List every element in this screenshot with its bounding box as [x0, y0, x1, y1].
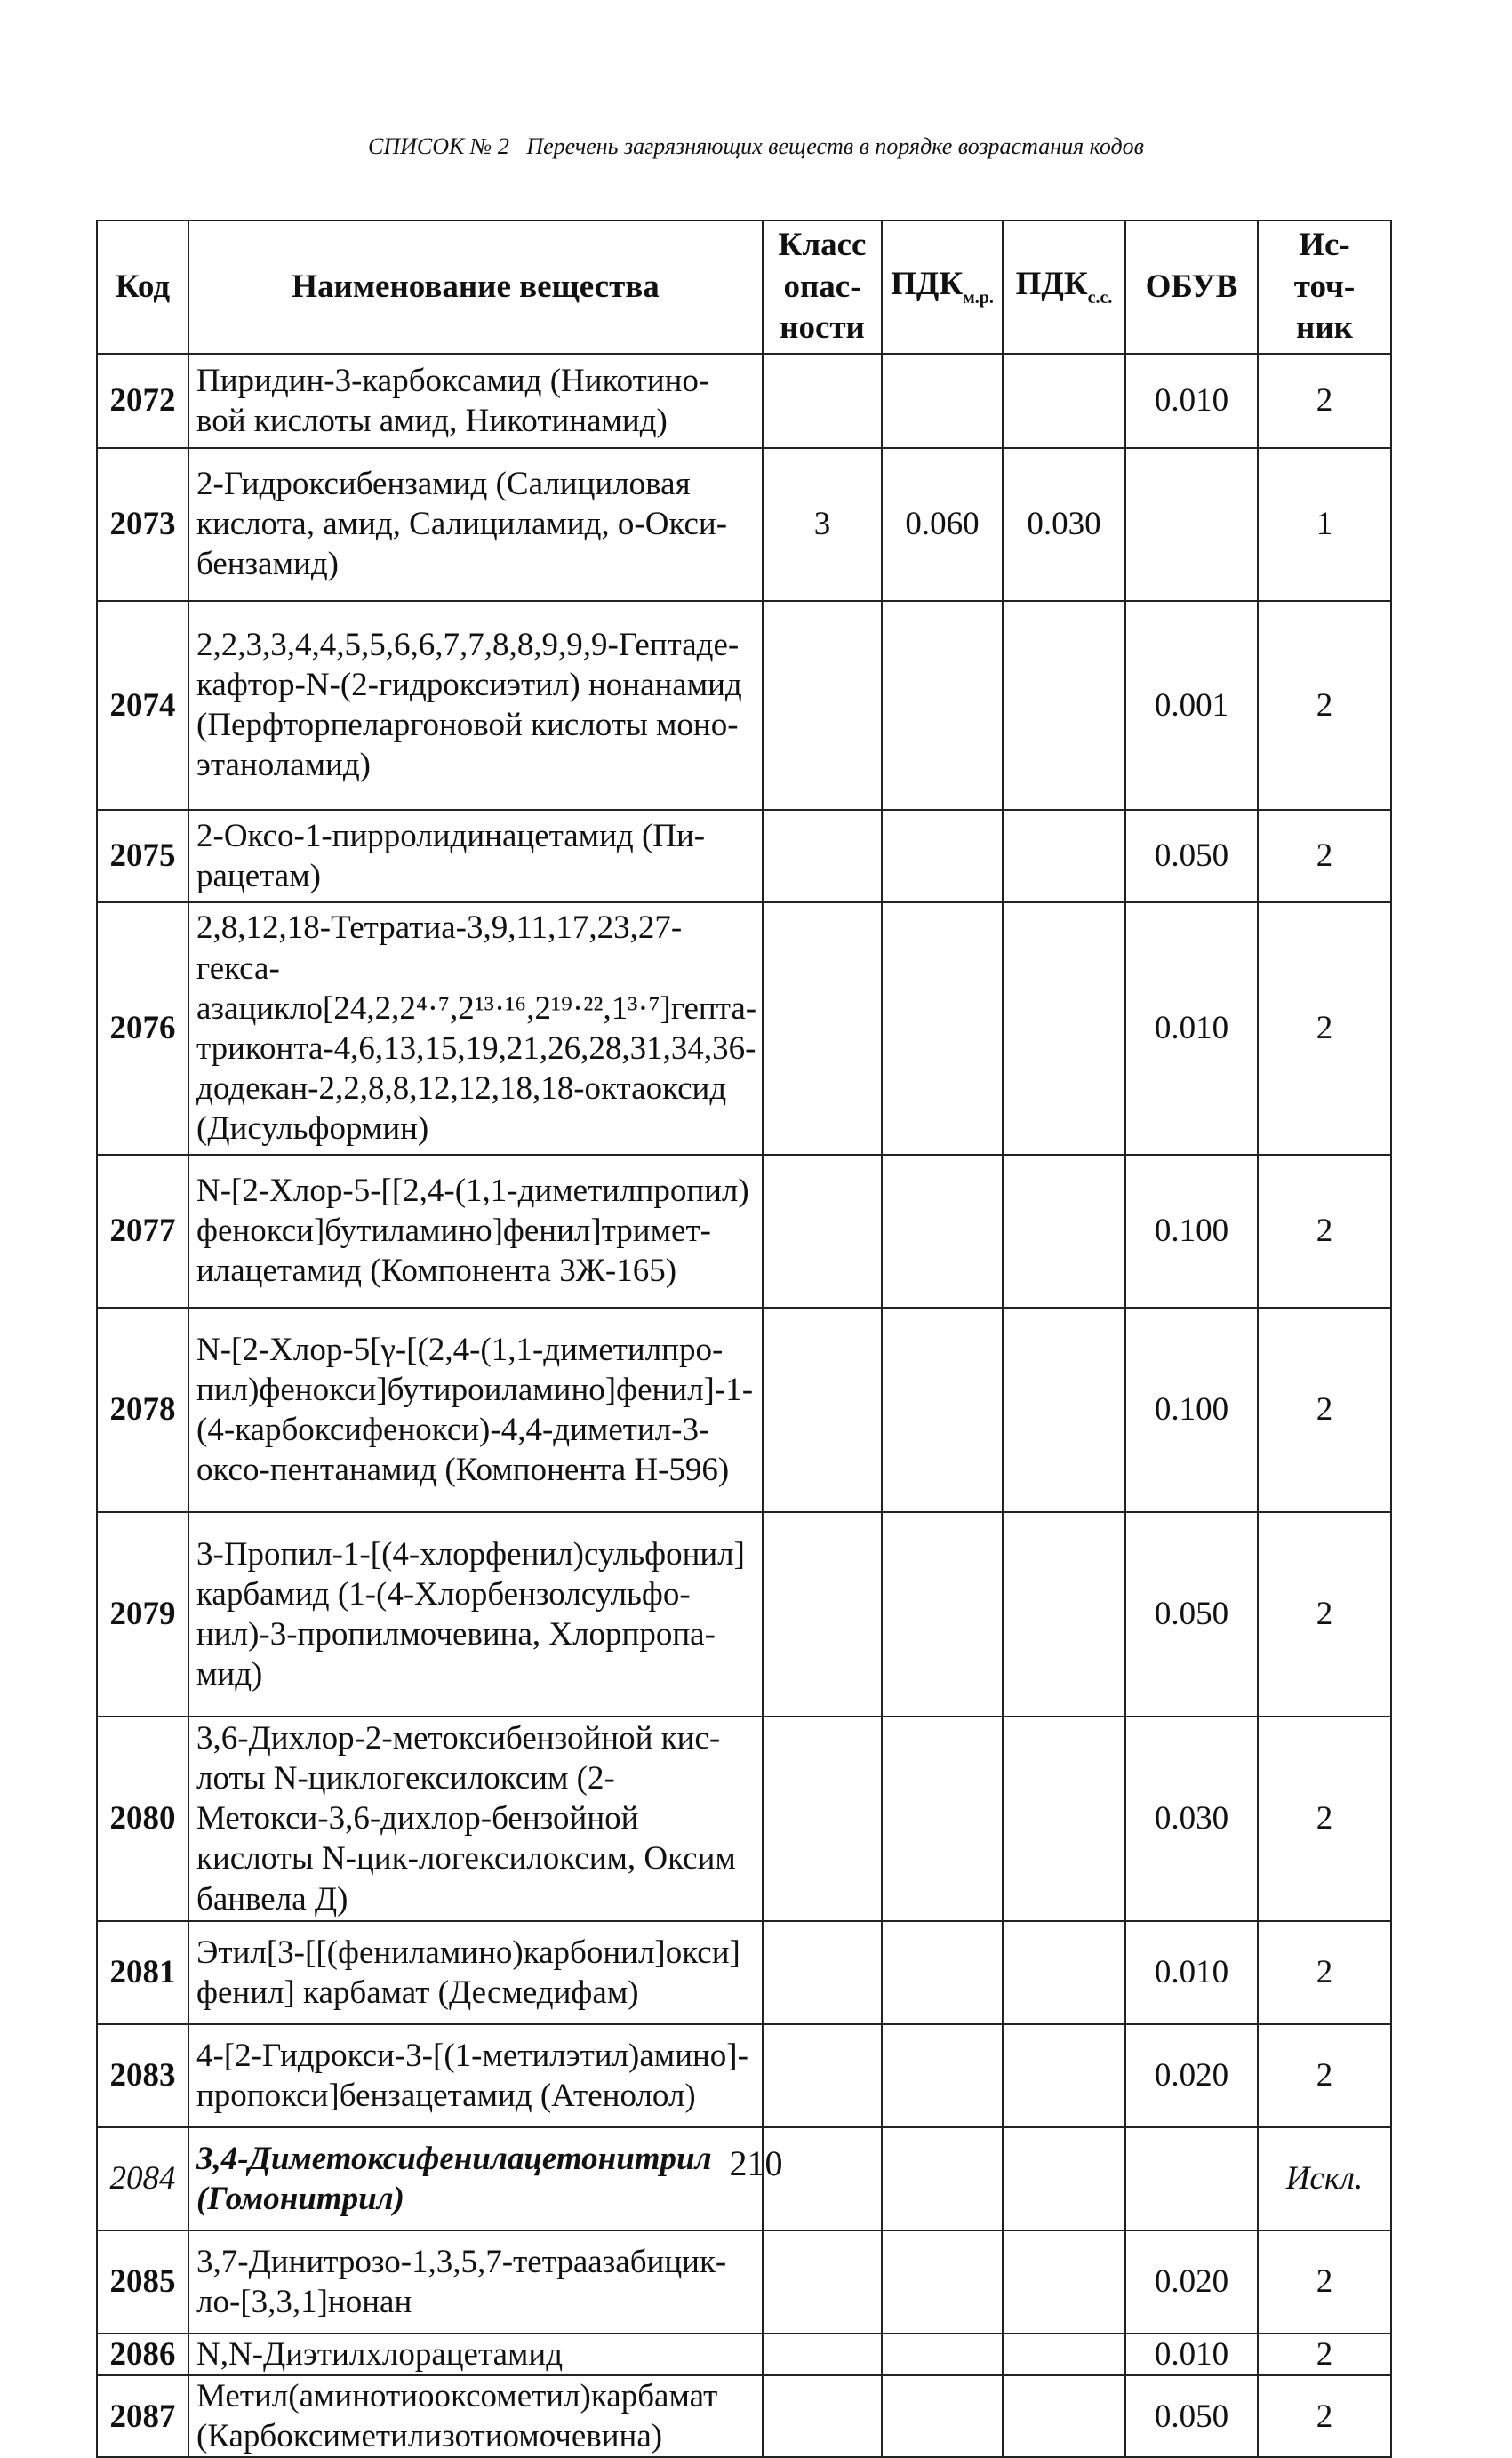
substance-name-cell: 3,4-Диметоксифенилацетонитрил (Гомонитрил)	[188, 2127, 763, 2230]
table-row	[97, 1512, 1391, 1717]
source-cell: 2	[1258, 601, 1391, 810]
code-cell: 2084	[97, 2127, 188, 2230]
pdk-mr-cell: 0.060	[882, 448, 1003, 601]
pdk-mr-cell	[882, 2334, 1003, 2375]
pdk-ss-cell	[1003, 2024, 1125, 2127]
source-cell: 2	[1258, 1717, 1391, 1921]
code-cell: 2078	[97, 1308, 188, 1512]
substance-name-cell: Метил(аминотиооксометил)карбамат (Карбоксиметилизотиомочевина)	[188, 2375, 763, 2457]
substance-name-cell: 3,6-Дихлор-2-метоксибензойной кис-лоты N-циклогексилоксим (2-Метокси-3,6-дихлор-бензойной кислоты N-цик-логексилоксим, Оксим банвела Д)	[188, 1717, 763, 1921]
code-cell: 2086	[97, 2334, 188, 2375]
col-header-source: Ис- точ- ник	[1258, 220, 1391, 354]
list-subtitle: Перечень загрязняющих веществ в порядке возрастания кодов	[526, 133, 1144, 159]
pdk-mr-cell	[882, 601, 1003, 810]
pdk-mr-cell	[882, 2230, 1003, 2334]
table-row	[97, 810, 1391, 902]
source-cell: 2	[1258, 902, 1391, 1155]
code-cell: 2072	[97, 354, 188, 448]
pdk-ss-cell	[1003, 2334, 1125, 2375]
pdk-mr-cell	[882, 902, 1003, 1155]
list-label: СПИСОК № 2	[368, 133, 509, 159]
substance-name-cell: N-[2-Хлор-5-[[2,4-(1,1-диметилпропил) фенокси]бутиламино]фенил]тримет-илацетамид (Компонента 3Ж-165)	[188, 1155, 763, 1308]
obuv-cell: 0.050	[1125, 810, 1258, 902]
table-row	[97, 1717, 1391, 1921]
class-cell	[763, 1155, 882, 1308]
table-row	[97, 902, 1391, 1155]
class-cell	[763, 2375, 882, 2457]
pdk-mr-cell	[882, 2024, 1003, 2127]
class-cell	[763, 354, 882, 448]
code-cell: 2080	[97, 1717, 188, 1921]
obuv-cell: 0.010	[1125, 902, 1258, 1155]
source-cell: 2	[1258, 810, 1391, 902]
obuv-cell: 0.100	[1125, 1155, 1258, 1308]
code-cell: 2081	[97, 1921, 188, 2024]
source-cell: Искл.	[1258, 2127, 1391, 2230]
class-cell	[763, 2334, 882, 2375]
code-cell: 2087	[97, 2375, 188, 2457]
source-cell: 2	[1258, 1308, 1391, 1512]
obuv-cell: 0.050	[1125, 1512, 1258, 1717]
obuv-cell: 0.020	[1125, 2024, 1258, 2127]
page-number: 210	[729, 2143, 783, 2183]
substance-name-cell: 2-Гидроксибензамид (Салициловая кислота, амид, Салициламид, о-Окси-бензамид)	[188, 448, 763, 601]
substance-name-cell: 2,8,12,18-Тетратиа-3,9,11,17,23,27-гекса-азацикло[24,2,2⁴·⁷,2¹³·¹⁶,2¹⁹·²²,1³·⁷]гепта-триконта-4,6,13,15,19,21,26,28,31,34,36-додекан-2,2,8,8,12,12,18,18-октаоксид (Дисульформин)	[188, 902, 763, 1155]
substances-table	[96, 220, 1392, 2458]
class-cell	[763, 2230, 882, 2334]
code-cell: 2076	[97, 902, 188, 1155]
pdk-ss-cell	[1003, 810, 1125, 902]
table-row	[97, 601, 1391, 810]
obuv-cell: 0.030	[1125, 1717, 1258, 1921]
table-row	[97, 2024, 1391, 2127]
code-cell: 2085	[97, 2230, 188, 2334]
pdk-mr-cell	[882, 1921, 1003, 2024]
pdk-mr-cell	[882, 1512, 1003, 1717]
substance-name-cell: N-[2-Хлор-5[γ-[(2,4-(1,1-диметилпро-пил)фенокси]бутироиламино]фенил]-1-(4-карбоксифенокси)-4,4-диметил-3-оксо-пентанамид (Компонента Н-596)	[188, 1308, 763, 1512]
table-row	[97, 354, 1391, 448]
obuv-cell: 0.020	[1125, 2230, 1258, 2334]
substance-name-cell: 4-[2-Гидрокси-3-[(1-метилэтил)амино]-пропокси]бензацетамид (Атенолол)	[188, 2024, 763, 2127]
page-header	[0, 133, 1512, 160]
col-header-name: Наименование вещества	[188, 220, 763, 354]
pdk-ss-cell	[1003, 1308, 1125, 1512]
pdk-ss-cell	[1003, 354, 1125, 448]
code-cell: 2074	[97, 601, 188, 810]
obuv-cell: 0.100	[1125, 1308, 1258, 1512]
obuv-cell: 0.010	[1125, 1921, 1258, 2024]
source-cell: 2	[1258, 1921, 1391, 2024]
class-cell	[763, 1512, 882, 1717]
table-row	[97, 2375, 1391, 2457]
class-cell	[763, 2024, 882, 2127]
col-header-obuv: ОБУВ	[1125, 220, 1258, 354]
class-cell	[763, 1921, 882, 2024]
substance-name-cell: Этил[3-[[(фениламино)карбонил]окси] фенил] карбамат (Десмедифам)	[188, 1921, 763, 2024]
obuv-cell: 0.001	[1125, 601, 1258, 810]
code-cell: 2079	[97, 1512, 188, 1717]
code-cell: 2075	[97, 810, 188, 902]
source-cell: 2	[1258, 2334, 1391, 2375]
source-cell: 2	[1258, 1512, 1391, 1717]
substance-name-cell: 3-Пропил-1-[(4-хлорфенил)сульфонил] карбамид (1-(4-Хлорбензолсульфо-нил)-3-пропилмочевина, Хлорпропа-мид)	[188, 1512, 763, 1717]
pdk-mr-cell	[882, 1717, 1003, 1921]
pdk-ss-cell	[1003, 2230, 1125, 2334]
table-header-row	[97, 220, 1391, 354]
obuv-cell: 0.010	[1125, 2334, 1258, 2375]
table-row	[97, 1308, 1391, 1512]
source-cell: 2	[1258, 1155, 1391, 1308]
source-cell: 2	[1258, 2375, 1391, 2457]
table-row	[97, 1921, 1391, 2024]
substance-name-cell: N,N-Диэтилхлорацетамид	[188, 2334, 763, 2375]
code-cell: 2083	[97, 2024, 188, 2127]
source-cell: 2	[1258, 2024, 1391, 2127]
class-cell	[763, 810, 882, 902]
pdk-ss-cell: 0.030	[1003, 448, 1125, 601]
pdk-ss-cell	[1003, 902, 1125, 1155]
source-cell: 1	[1258, 448, 1391, 601]
table-row	[97, 448, 1391, 601]
pdk-ss-cell	[1003, 1921, 1125, 2024]
obuv-cell	[1125, 448, 1258, 601]
source-cell: 2	[1258, 354, 1391, 448]
substance-name-cell: 2,2,3,3,4,4,5,5,6,6,7,7,8,8,9,9,9-Гептаде-кафтор-N-(2-гидроксиэтил) нонанамид (Перфторпеларгоновой кислоты моно-этаноламид)	[188, 601, 763, 810]
class-cell	[763, 1717, 882, 1921]
col-header-class: Класс опас- ности	[763, 220, 882, 354]
class-cell	[763, 902, 882, 1155]
pdk-mr-cell	[882, 1308, 1003, 1512]
col-header-pdk-ss: $ПДК_{с.с.}$	[1003, 220, 1125, 354]
source-cell: 2	[1258, 2230, 1391, 2334]
table-row	[97, 2334, 1391, 2375]
col-header-code: Код	[97, 220, 188, 354]
substance-name-cell: 2-Оксо-1-пирролидинацетамид (Пи-рацетам)	[188, 810, 763, 902]
pdk-ss-cell	[1003, 2375, 1125, 2457]
pdk-mr-cell	[882, 810, 1003, 902]
obuv-cell: 0.010	[1125, 354, 1258, 448]
class-cell: 3	[763, 448, 882, 601]
substance-name-cell: Пиридин-3-карбоксамид (Никотино-вой кислоты амид, Никотинамид)	[188, 354, 763, 448]
pdk-ss-cell	[1003, 1512, 1125, 1717]
pdk-mr-cell	[882, 354, 1003, 448]
class-cell	[763, 1308, 882, 1512]
pdk-ss-cell	[1003, 1155, 1125, 1308]
obuv-cell: 0.050	[1125, 2375, 1258, 2457]
substance-name-cell: 3,7-Динитрозо-1,3,5,7-тетраазабицик-ло-[3,3,1]нонан	[188, 2230, 763, 2334]
code-cell: 2077	[97, 1155, 188, 1308]
table-row	[97, 2230, 1391, 2334]
pdk-mr-cell	[882, 1155, 1003, 1308]
col-header-pdk-mr: $ПДК_{м.р.}$	[882, 220, 1003, 354]
table-row	[97, 1155, 1391, 1308]
pdk-ss-cell	[1003, 601, 1125, 810]
class-cell	[763, 601, 882, 810]
code-cell: 2073	[97, 448, 188, 601]
pdk-mr-cell	[882, 2375, 1003, 2457]
pdk-ss-cell	[1003, 1717, 1125, 1921]
